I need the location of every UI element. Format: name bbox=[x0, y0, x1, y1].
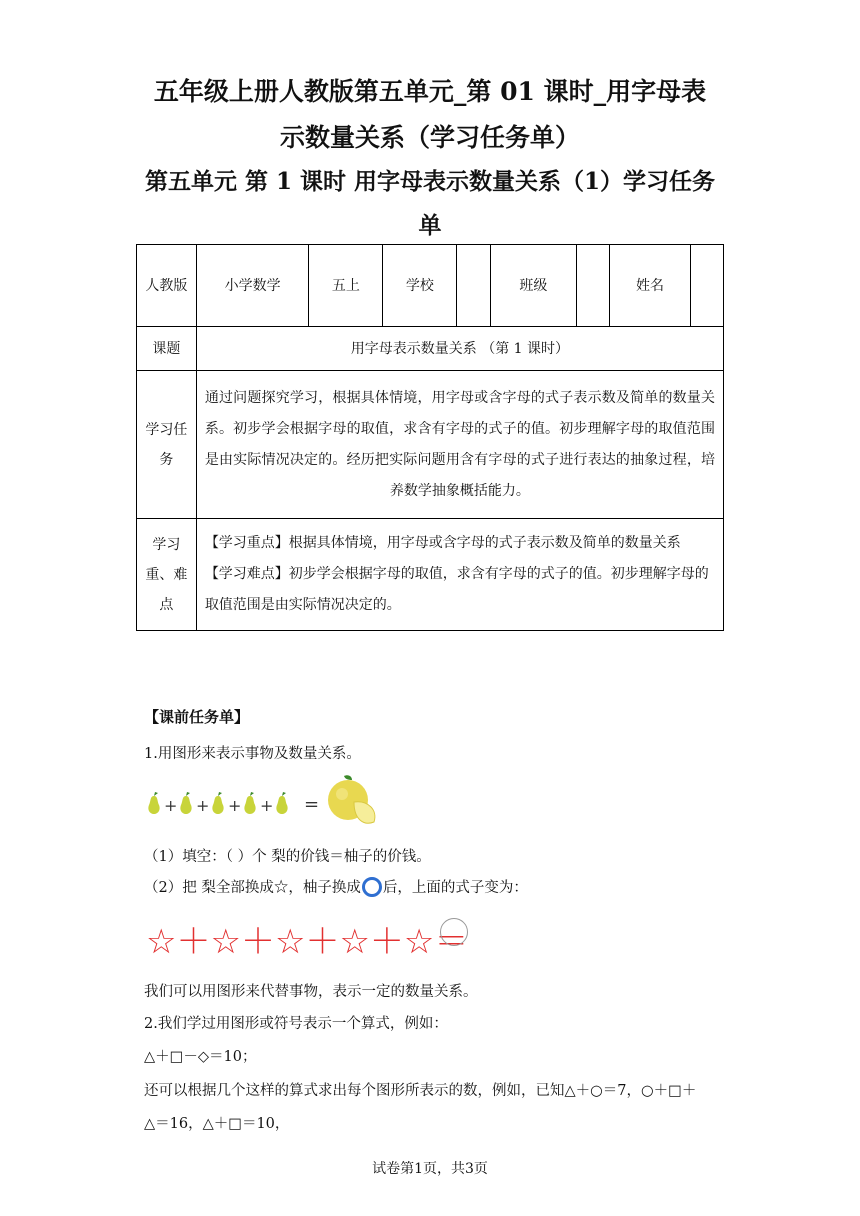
title-line-1: 五年级上册人教版第五单元_第 01 课时_用字母表 bbox=[153, 77, 707, 106]
page-footer: 试卷第1页，共3页 bbox=[372, 1161, 488, 1177]
question-1-1: （1）填空：（ ）个 梨的价钱＝柚子的价钱。 bbox=[144, 849, 431, 865]
pear-icon bbox=[178, 792, 194, 814]
question-2: 2.我们学过用图形或符号表示一个算式，例如： bbox=[144, 1016, 448, 1032]
info-table bbox=[136, 244, 724, 631]
question-2-formula: △＋□－◇＝10； bbox=[144, 1049, 257, 1065]
school-label: 学校 bbox=[383, 245, 457, 327]
key-points-cell bbox=[196, 519, 723, 631]
task-value: 通过问题探究学习，根据具体情境，用字母或含字母的式子表示数及简单的数量关系。初步学会根据字母的取值，求含有字母的式子的值。初步理解字母的取值范围是由实际情况决定的。经历把实际问题用含有字母的式子进行表达的抽象过程，培养数学抽象概括能力。 bbox=[196, 371, 723, 519]
key-point: 【学习重点】根据具体情境，用字母或含字母的式子表示数及简单的数量关系 bbox=[204, 535, 681, 551]
grade-cell: 五上 bbox=[309, 245, 383, 327]
subtitle-line-2: 单 bbox=[418, 212, 442, 239]
pear-icon bbox=[210, 792, 226, 814]
subject-cell: 小学数学 bbox=[196, 245, 309, 327]
subtitle-line-1: 第五单元 第 1 课时 用字母表示数量关系（1）学习任务 bbox=[144, 168, 716, 195]
class-label: 班级 bbox=[490, 245, 576, 327]
circle-icon bbox=[440, 918, 468, 946]
plus-sign: + bbox=[196, 796, 210, 815]
question-1-2-text-a: （2）把 梨全部换成☆，柚子换成 bbox=[144, 880, 361, 896]
plus-sign: + bbox=[164, 796, 178, 815]
publisher-label: 人教版 bbox=[137, 245, 197, 327]
pear-icon bbox=[242, 792, 258, 814]
question-2-text-1: 还可以根据几个这样的算式求出每个图形所表示的数，例如，已知△＋○＝7，○＋□＋ bbox=[144, 1083, 697, 1099]
question-1-2-text-b: 后，上面的式子变为： bbox=[382, 880, 528, 896]
school-value[interactable] bbox=[457, 245, 490, 327]
pomelo-icon bbox=[324, 772, 380, 828]
pre-task-heading: 【课前任务单】 bbox=[144, 708, 250, 726]
task-label: 学习任务 bbox=[137, 371, 197, 519]
question-1-2 bbox=[144, 876, 528, 897]
key-label: 学习重、难点 bbox=[137, 519, 197, 631]
star-formula: ☆＋☆＋☆＋☆＋☆＝ bbox=[146, 922, 469, 962]
difficult-point: 【学习难点】初步学会根据字母的取值，求含有字母的式子的值。初步理解字母的取值范围是由实际情况决定的。 bbox=[204, 566, 709, 613]
name-value[interactable] bbox=[690, 245, 724, 327]
question-1: 1.用图形来表示事物及数量关系。 bbox=[144, 746, 361, 762]
pear-icon bbox=[146, 792, 162, 814]
title-line-2: 示数量关系（学习任务单） bbox=[279, 123, 580, 152]
name-label: 姓名 bbox=[610, 245, 690, 327]
plus-sign: + bbox=[228, 796, 242, 815]
question-2-text-2: △＝16，△＋□＝10， bbox=[144, 1116, 290, 1132]
topic-label: 课题 bbox=[137, 327, 197, 371]
topic-value: 用字母表示数量关系 （第 1 课时） bbox=[196, 327, 723, 371]
summary-text: 我们可以用图形来代替事物，表示一定的数量关系。 bbox=[144, 984, 478, 1000]
blue-ring-icon bbox=[362, 877, 382, 897]
pear-icon bbox=[274, 792, 290, 814]
plus-sign: + bbox=[260, 796, 274, 815]
fruit-equation bbox=[146, 770, 386, 830]
class-value[interactable] bbox=[576, 245, 609, 327]
equals-sign: = bbox=[304, 794, 320, 815]
